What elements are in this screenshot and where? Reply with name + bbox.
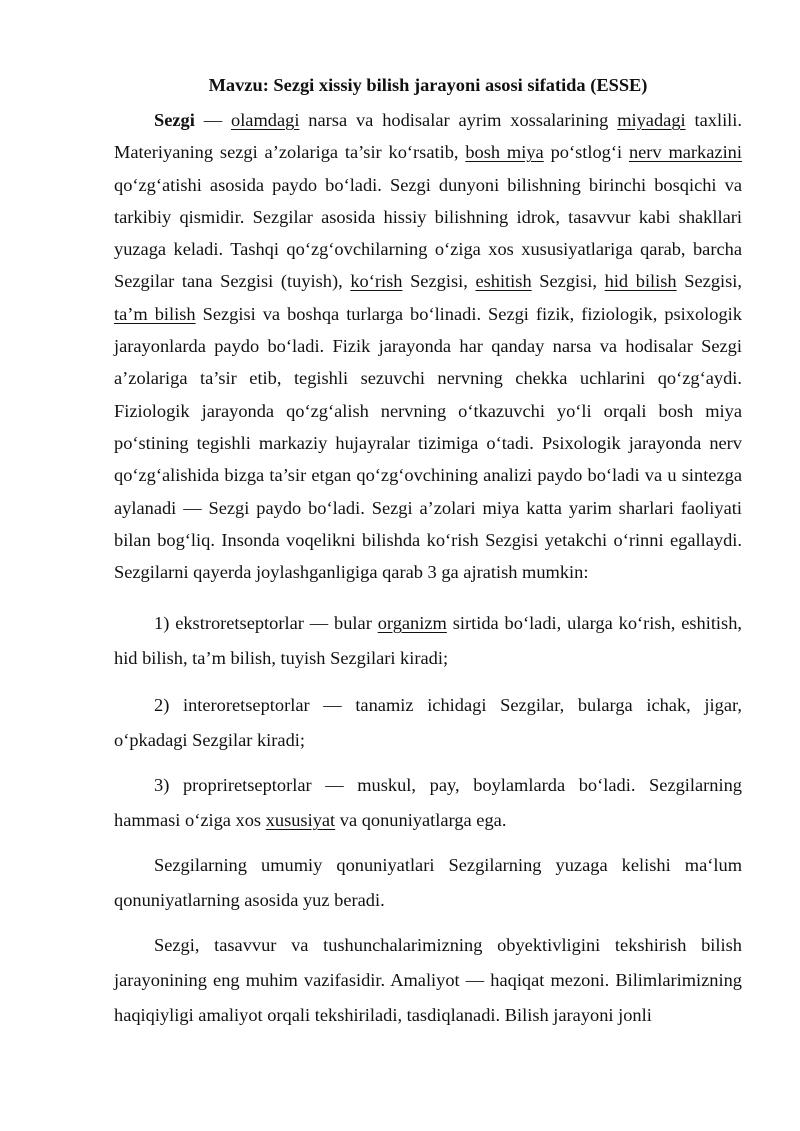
link-nerv-markazini[interactable]: nerv markazini (628, 142, 742, 163)
link-bosh-miya[interactable]: bosh miya (465, 142, 544, 163)
list-item-propriretseptorlar: 3) propriretseptorlar — muskul, pay, boylamlarda bo‘ladi. Sezgilarning hammasi o‘ziga xos xususiyat va qonuniyatlarga ega. (114, 775, 742, 830)
term-sezgi: Sezgi (154, 110, 195, 130)
paragraph-qonuniyatlar: Sezgilarning umumiy qonuniyatlari Sezgilarning yuzaga kelishi ma‘lum qonuniyatlarning asosida yuz beradi. (114, 855, 742, 910)
paragraph-amaliyot: Sezgi, tasavvur va tushunchalarimizning obyektivligini tekshirish bilish jarayonining eng muhim vazifasidir. Amaliyot — haqiqat mezoni. Bilimlarimizning haqiqiyligi amaliyot orqali tekshiriladi, tasdiqlanadi. Bilish jarayoni jonli (114, 935, 742, 1025)
link-hid-bilish[interactable]: hid bilish (604, 271, 677, 292)
link-organizm[interactable]: organizm (377, 613, 447, 633)
list-item-ekstroretseptorlar: 1) ekstroretseptorlar — bular organizm sirtida bo‘ladi, ularga ko‘rish, eshitish, hid bilish, ta’m bilish, tuyish Sezgilari kiradi; (114, 613, 742, 668)
list-item-interoretseptorlar: 2) interoretseptorlar — tanamiz ichidagi Sezgilar, bularga ichak, jigar, o‘pkadagi Sezgilar kiradi; (114, 695, 742, 750)
paragraph-definition: Sezgi — olamdagi narsa va hodisalar ayrim xossalarining miyadagi taxlili. Materiyaning sezgi a’zolariga ta’sir ko‘rsatib, bosh miya po‘stlog‘i nerv markazini qo‘zg‘atishi asosida paydo bo‘ladi. Sezgi dunyoni bilishning birinchi bosqichi va tarkibiy qismidir. Sezgilar asosida hissiy bilishning idrok, tasavvur kabi shakllari yuzaga keladi. Tashqi qo‘zg‘ovchilarning o‘ziga xos xususiyatlariga qarab, barcha Sezgilar tana Sezgisi (tuyish), ko‘rish Sezgisi, eshitish Sezgisi, hid bilish Sezgisi, ta’m bilish Sezgisi va boshqa turlarga bo‘linadi. Sezgi fizik, fiziologik, psixologik jarayonlarda paydo bo‘ladi. Fizik jarayonda har qanday narsa va hodisalar Sezgi a’zolariga ta’sir etib, tegishli sezuvchi nervning chekka uchlarini qo‘zg‘aydi. Fiziologik jarayonda qo‘zg‘alish nervning o‘tkazuvchi yo‘li orqali bosh miya po‘stining tegishli markaziy hujayralar tizimiga o‘tadi. Psixologik jarayonda nerv qo‘zg‘alishida bizga ta’sir etgan qo‘zg‘ovchining analizi paydo bo‘ladi va u sintezga aylanadi — Sezgi paydo bo‘ladi. Sezgi a’zolari miya katta yarim sharlari faoliyati bilan bog‘liq. Insonda voqelikni bilishda ko‘rish Sezgisi yetakchi o‘rinni egallaydi. Sezgilarni qayerda joylashganligiga qarab 3 ga ajratish mumkin: (114, 110, 742, 583)
link-miyadagi[interactable]: miyadagi (617, 110, 686, 130)
link-xususiyat[interactable]: xususiyat (265, 810, 336, 830)
link-tam-bilish[interactable]: ta’m bilish (114, 303, 196, 324)
link-olamdagi[interactable]: olamdagi (231, 110, 300, 130)
document-title: Mavzu: Sezgi xissiy bilish jarayoni asosi sifatida (ESSE) (208, 75, 648, 95)
link-eshitish[interactable]: eshitish (475, 271, 532, 292)
link-korish[interactable]: ko‘rish (350, 271, 403, 292)
